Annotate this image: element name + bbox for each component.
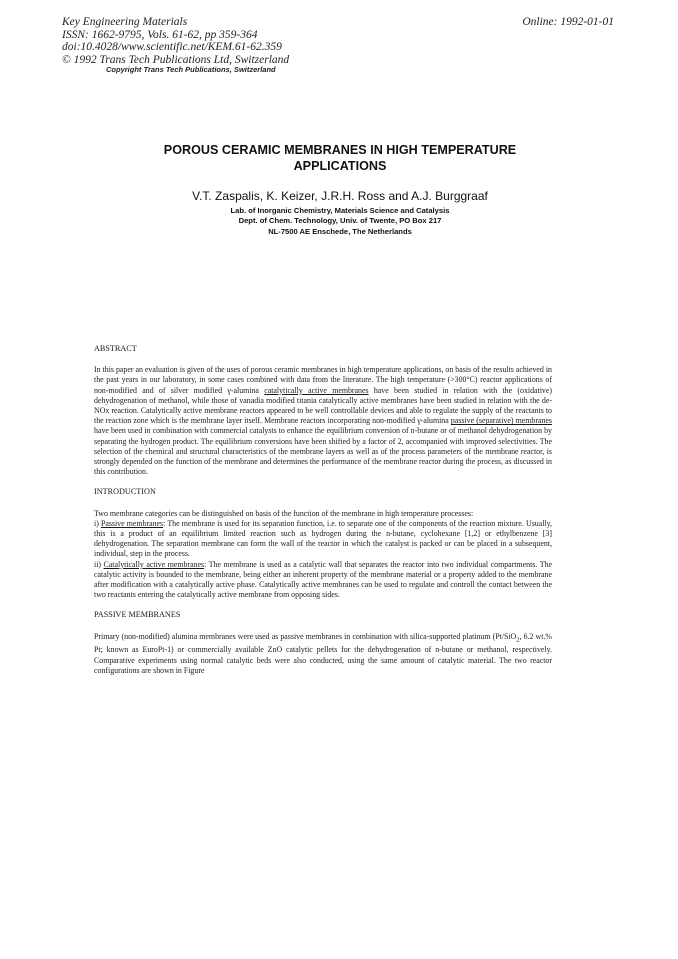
item-2-label: Catalytically active membranes: [103, 559, 205, 569]
abstract-text-part-1: In this paper an evaluation is given of the uses of porous ceramic membranes in high temperature applications, on basis of the results achieved in the past years in our laboratory, in some cases combined with data from the literature. The high temperature (>300°C) reactor applications of non-modified and of silver modified γ-alumina: [94, 365, 552, 395]
item-1-label: Passive membranes: [100, 518, 164, 528]
introduction-item-passive: [94, 519, 552, 560]
passive-membranes-text: [94, 632, 552, 676]
issn-line: ISSN: 1662-9795, Vols. 61-62, pp 359-364: [62, 28, 258, 41]
introduction-item-catalytic: [94, 560, 552, 601]
citation-header: [62, 16, 289, 66]
doi-line: doi:10.4028/www.scientific.net/KEM.61-62.359: [62, 41, 282, 53]
abstract-text: [94, 365, 552, 477]
online-date: Online: 1992-01-01: [522, 16, 614, 28]
abstract-text-part-3: have been used in combination with commercial catalysts to enhance the equilibrium conversion of n-butane or of methanol dehydrogenation by separating the hydrogen product. The equilibrium conversions have been shifted by a factor of 2, accompanied with improved selectivities. The selection of the chemical and structural characteristics of the membrane layers as well as of the process parameters of the membrane reactor, is strongly depended on the function of the membrane and determines the performance of the membrane reactor during the process, as discussed in this contribution.: [94, 426, 552, 477]
abstract-underlined-term-2: passive (separative) membranes: [450, 416, 552, 426]
item-1-prefix: i): [94, 518, 101, 528]
affiliation-line-1: Lab. of Inorganic Chemistry, Materials Science and Catalysis: [230, 206, 450, 215]
author-list: V.T. Zaspalis, K. Keizer, J.R.H. Ross and A.J. Burggraaf: [192, 189, 488, 203]
paper-title: [80, 143, 600, 174]
rights-line: © 1992 Trans Tech Publications Ltd, Switzerland: [62, 53, 290, 66]
affiliation-line-2: Dept. of Chem. Technology, Univ. of Twente, PO Box 217: [238, 216, 442, 226]
copyright-notice: Copyright Trans Tech Publications, Switzerland: [106, 65, 276, 74]
abstract-text-part-2: have been studied in relation with the (oxidative) dehydrogenation of methanol, while those of vanadia modified titania catalytically active membranes have been studied in relation with the de-NOx reaction. Catalytically active membrane reactors appeared to be well controllable devices and able to regulate the supply of the reactants to the reaction zone which is the membrane layer itself. Membrane reactors incorporating non-modified γ-alumina: [94, 385, 552, 426]
subscript-2: 2: [516, 636, 520, 644]
abstract-underlined-term-1: catalytically active membranes: [264, 385, 369, 395]
journal-name: Key Engineering Materials: [62, 16, 188, 28]
title-line-2: APPLICATIONS: [293, 158, 387, 173]
passive-text-part-2: , 6.2 wt.% Pt; known as EuroPt-1) or commercially available ZnO catalytic pellets for the dehydrogenation of n-butane or methanol, respectively. Comparative experiments using normal catalytic beds were also conducted, using the same amount of catalytic material. The two reactor configurations are shown in Figure: [94, 631, 552, 675]
title-line-1: POROUS CERAMIC MEMBRANES IN HIGH TEMPERATURE: [163, 143, 517, 157]
abstract-heading: ABSTRACT: [94, 344, 137, 353]
item-1-text: : The membrane is used for its separation function, i.e. to separate one of the components of the reaction mixture. Usually, this is a product of an equilibrium limited reaction such as hydrogen during the n-butane, cyclohexane [1,2] or ethylbenzene [3] dehydrogenation. The separation membrane can form the wall of the reactor in which the catalyst is packed or can be placed in a subsequent, individual, step in the process.: [94, 518, 553, 559]
affiliation-line-3: NL-7500 AE Enschede, The Netherlands: [268, 226, 412, 236]
passive-text-part-1: Primary (non-modified) alumina membranes were used as passive membranes in combination with silica-supported platinum (Pt/SiO: [94, 631, 517, 641]
introduction-intro: Two membrane categories can be distinguished on basis of the function of the membrane in high temperature processes:: [94, 508, 474, 518]
affiliation: [80, 206, 600, 237]
item-2-prefix: ii): [94, 559, 104, 569]
introduction-heading: INTRODUCTION: [94, 487, 156, 497]
item-2-text: : The membrane is used as a catalytic wall that separates the reactor into two individual compartments. The catalytic activity is bounded to the membrane, being either an inherent property of the membrane material or a property added to the membrane after modification with a catalytically active phase. Catalytically active membranes can be used to regulate and controll the contact between the two reactants entering the catalytically active membrane from opposing sides.: [94, 559, 552, 600]
paper-body: [94, 344, 552, 676]
passive-membranes-heading: PASSIVE MEMBRANES: [94, 610, 181, 620]
